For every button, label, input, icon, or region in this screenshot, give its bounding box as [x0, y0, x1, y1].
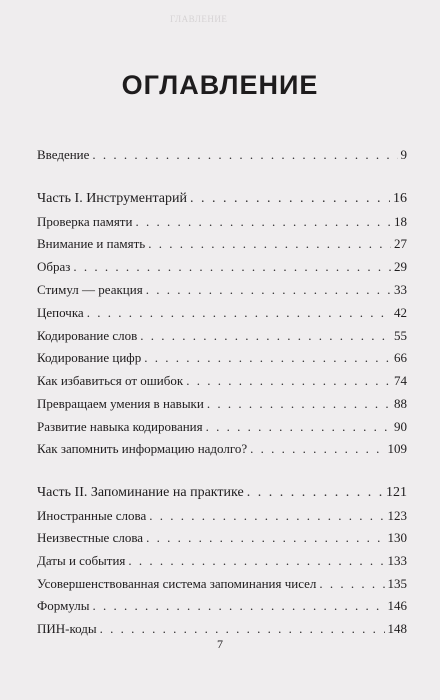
toc-entry-page: 27: [394, 236, 407, 251]
toc-entry-page: 18: [394, 214, 407, 229]
toc-entry-label: Формулы: [37, 598, 90, 613]
toc-entry-label: Как избавиться от ошибок: [37, 373, 184, 388]
dot-leader: [146, 530, 384, 546]
toc-entry: [37, 553, 407, 569]
toc-entry-page: 9: [400, 147, 407, 162]
bleed-through-text: ГЛАВЛЕНИЕ: [170, 14, 228, 24]
toc-entry: [37, 305, 407, 321]
toc-entry-page: 146: [387, 598, 407, 613]
toc-entry-label: Кодирование цифр: [37, 350, 142, 365]
toc-entry: [37, 373, 407, 389]
toc-entry-label: Цепочка: [37, 305, 84, 320]
dot-leader: [149, 508, 384, 524]
toc-entry: [37, 508, 407, 524]
toc-part-1: [37, 191, 407, 207]
toc-entry-page: 74: [394, 373, 407, 388]
toc-entry: [37, 621, 407, 637]
page-title: ОГЛАВЛЕНИЕ: [121, 70, 319, 100]
toc-entry-page: 123: [387, 508, 407, 523]
toc-part-2: [37, 485, 407, 501]
dot-leader: [206, 419, 391, 435]
toc-entry-label: Стимул — реакция: [37, 282, 143, 297]
dot-leader: [186, 373, 391, 389]
toc-entry-page: 33: [394, 282, 407, 297]
toc-entry-label: Введение: [37, 147, 90, 162]
toc-entry-label: ПИН-коды: [37, 621, 97, 636]
dot-leader: [144, 350, 391, 366]
toc-entry: [37, 328, 407, 344]
dot-leader: [250, 441, 384, 457]
toc-entry-page: 148: [387, 621, 407, 636]
toc-entry-label: Кодирование слов: [37, 328, 138, 343]
toc-entry-page: 135: [387, 576, 407, 591]
toc-entry: [37, 214, 407, 230]
toc-entry-page: 66: [394, 350, 407, 365]
toc-entry-page: 121: [386, 485, 407, 500]
dot-leader: [128, 553, 384, 569]
toc-entry-label: Развитие навыка кодирования: [37, 419, 203, 434]
toc-entry-label: Образ: [37, 259, 71, 274]
toc-entry-label: Часть I. Инструментарий: [37, 191, 187, 206]
dot-leader: [140, 328, 391, 344]
toc-entry: [37, 282, 407, 298]
toc-entry-page: 55: [394, 328, 407, 343]
toc-entry: [37, 576, 407, 592]
toc-entry-label: Внимание и память: [37, 236, 146, 251]
toc-entry: [37, 419, 407, 435]
toc-entry-label: Усовершенствованная система запоминания чисел: [37, 576, 317, 591]
toc-entry-intro: [37, 147, 407, 163]
toc-entry-page: 29: [394, 259, 407, 274]
toc-entry-page: 42: [394, 305, 407, 320]
toc-entry-page: 133: [387, 553, 407, 568]
dot-leader: [207, 396, 391, 412]
toc-entry: [37, 530, 407, 546]
dot-leader: [92, 598, 384, 614]
dot-leader: [100, 621, 385, 637]
dot-leader: [146, 282, 391, 298]
dot-leader: [190, 191, 390, 207]
toc-entry-label: Как запомнить информацию надолго?: [37, 441, 248, 456]
dot-leader: [87, 305, 391, 321]
toc-entry-page: 90: [394, 419, 407, 434]
dot-leader: [73, 259, 391, 275]
toc-entry: [37, 598, 407, 614]
toc-entry-label: Иностранные слова: [37, 508, 147, 523]
toc-entry-page: 130: [387, 530, 407, 545]
dot-leader: [148, 236, 391, 252]
toc-entry-label: Даты и события: [37, 553, 126, 568]
toc-entry: [37, 441, 407, 457]
dot-leader: [247, 485, 383, 501]
toc-entry-label: Неизвестные слова: [37, 530, 144, 545]
toc-entry-label: Проверка памяти: [37, 214, 133, 229]
toc-entry: [37, 350, 407, 366]
dot-leader: [92, 147, 397, 163]
toc-entry-page: 88: [394, 396, 407, 411]
toc-entry-page: 109: [387, 441, 407, 456]
toc-entry: [37, 236, 407, 252]
toc-entry-label: Часть II. Запоминание на практике: [37, 485, 244, 500]
toc-entry-page: 16: [393, 191, 407, 206]
toc-entry-label: Превращаем умения в навыки: [37, 396, 204, 411]
toc-entry: [37, 396, 407, 412]
dot-leader: [135, 214, 391, 230]
toc-entry: [37, 259, 407, 275]
page-number: 7: [217, 637, 223, 651]
dot-leader: [319, 576, 384, 592]
